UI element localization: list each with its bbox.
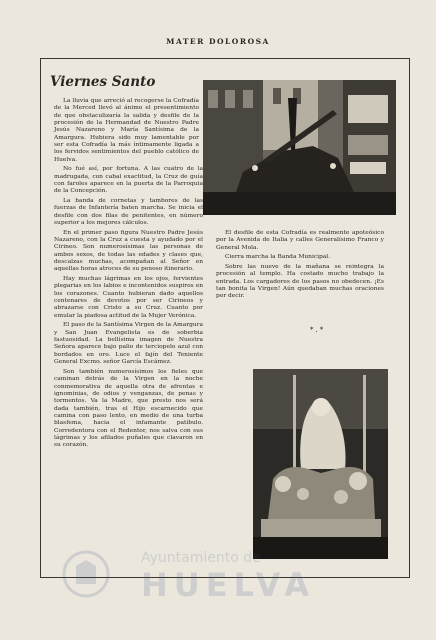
paragraph: En el primer paso figura Nuestro Padre Jesús Nazareno, con la Cruz a cuesta y ayudado por el Cirineo. Son numerosísimas las personas de ambos sexos, de todas las edades y clases que, descalzas muchas, acompañan al Señor en aquellas horas atroces de su penoso itinerario. [54, 229, 203, 273]
procession-street-photo [203, 80, 396, 215]
paragraph: El paso de la Santísima Virgen de la Amargura y San Juan Evangelista es de soberbia fastuosidad. La bellísima imagen de Nuestra Señora aparece bajo palio de terciopelo azul con bordados en oro. Luce el fajín del Teniente General Excmo. señor García Escámez. [54, 322, 203, 366]
left-column [54, 98, 203, 452]
paragraph: Son también numerosísimos los fieles que caminan detrás de la Virgen en la noche conmemorativa de aquella otra de afrentas e ignominias, de odios y venganzas, de penas y tormentos. Va la Madre, que presto nos será dada también, tras el Hijo escarnecido que camina con paso lento, en medio de una turba blasfema, hacia el infamante patíbulo. Corredentora con el Redentor, nos salva con sus lágrimas y los afilados puñales que clavaron en su corazón. [54, 368, 203, 449]
paragraph: Cierra marcha la Banda Municipal. [225, 254, 331, 261]
paragraph: Sobre las nueve de la mañana se reintegra la procesión al templo. Ha costado mucho trabajo la entrada. Los cargadores de los pasos no obedecen. ¡Es tan bonita la Virgen! Aún quedaban muchas oraciones por decir. [216, 263, 384, 300]
paragraph: La banda de cornetas y tambores de las fuerzas de Infantería baten marcha. Se inicia el desfile con dos filas de penitentes, en número superior a los mejores cálculos. [54, 198, 203, 227]
article-title: Viernes Santo [50, 74, 156, 90]
watermark-line1: Ayuntamiento de [141, 550, 261, 566]
section-separator: *.* [310, 326, 326, 334]
watermark-line2: HUELVA [141, 566, 315, 604]
virgin-paso-photo [253, 369, 388, 559]
paragraph: La lluvia que arreció al recogerse la Cofradía de la Merced llevó al ánimo el presentimiento de que obstaculizaría la salida y desfile de la procesión de la Hermandad de Nuestro Padre Jesús Nazareno y María Santísima de la Amargura. Hubiera sido muy lamentable por ser esta Cofradía la más íntimamente ligada a los fervidos sentimientos del pueblo católico de Huelva. [54, 98, 199, 163]
paragraph: Hay muchas lágrimas en los ojos, fervientes plegarias en los labios e incontenidos suspiros en los corazones. Cuanto hubieran dado aquellos centenares de devotos por ser Cirineos y abrazarse con Cristo a su Cruz. Cuanto por emular la piadosa actitud de la Mujer Verónica. [54, 276, 203, 319]
right-column [216, 230, 384, 303]
paragraph: El desfile de esta Cofradía es realmente apoteósico por la Avenida de Italia y calles Generalísimo Franco y General Mola. [216, 230, 384, 251]
journal-header: MATER DOLOROSA [166, 37, 270, 46]
paragraph: No fué así, por fortuna. A las cuatro de la madrugada, con cabal exactitud, la Cruz de guía con faroles aparece en la puerta de la Parroquia de la Concepción. [54, 166, 203, 195]
